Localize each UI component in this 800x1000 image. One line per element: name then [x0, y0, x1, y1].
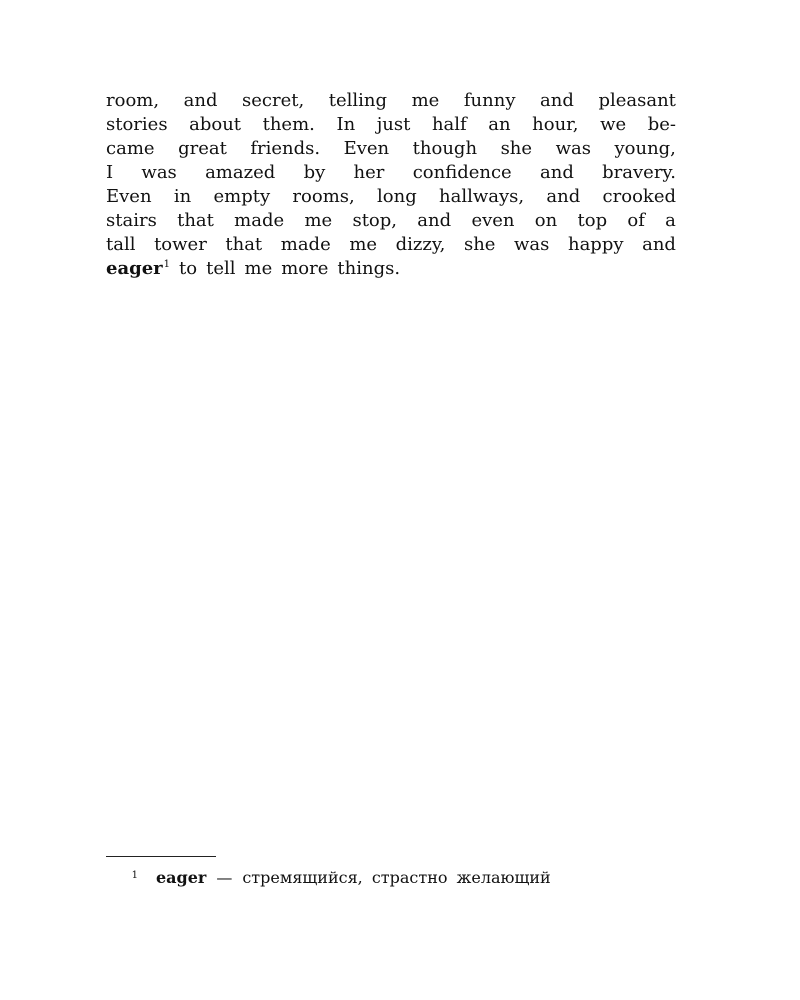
word: she: [500, 138, 533, 159]
word: bravery.: [602, 162, 676, 183]
word: friends.: [250, 138, 321, 159]
word: a: [665, 210, 676, 231]
footnote-divider: [106, 856, 216, 857]
word: young,: [614, 138, 676, 159]
word: and: [540, 162, 574, 183]
text-line-last: [106, 257, 676, 281]
word: made: [280, 234, 331, 255]
text-line: [106, 185, 676, 209]
word: an: [488, 114, 511, 135]
word: just: [376, 114, 411, 135]
footnote-reference[interactable]: 1: [163, 259, 171, 270]
word: was: [514, 234, 550, 255]
word: even: [471, 210, 515, 231]
word: me: [349, 234, 378, 255]
word: tall: [106, 234, 136, 255]
word: was: [141, 162, 177, 183]
word: was: [555, 138, 591, 159]
word: and: [417, 210, 452, 231]
word: in: [173, 186, 192, 207]
word: she: [463, 234, 496, 255]
footnote-definition: стремящийся, страстно желающий: [242, 868, 551, 887]
text-line: [106, 161, 676, 185]
word: pleasant: [598, 90, 676, 111]
footnote: [106, 864, 666, 890]
word: things.: [337, 258, 401, 279]
text-line: [106, 209, 676, 233]
word: me: [244, 258, 273, 279]
word: rooms,: [292, 186, 355, 207]
word: hallways,: [439, 186, 525, 207]
word: great: [178, 138, 227, 159]
footnote-term: eager: [156, 868, 207, 887]
word: stairs: [106, 210, 157, 231]
word: In: [336, 114, 356, 135]
word: made: [234, 210, 285, 231]
body-text: [106, 89, 676, 281]
word: I: [106, 162, 114, 183]
word: secret,: [242, 90, 305, 111]
word: stop,: [352, 210, 398, 231]
footnote-dash: —: [216, 868, 233, 887]
word: on: [534, 210, 558, 231]
word: though: [412, 138, 478, 159]
word: funny: [463, 90, 516, 111]
word: came: [106, 138, 155, 159]
word: dizzy,: [395, 234, 446, 255]
bold-term: eager: [106, 258, 163, 279]
word: telling: [328, 90, 388, 111]
word: tell: [206, 258, 236, 279]
word: half: [431, 114, 467, 135]
word: and: [183, 90, 218, 111]
word: crooked: [602, 186, 676, 207]
word: them.: [262, 114, 315, 135]
footnote-number: 1: [131, 870, 138, 881]
word: Even: [343, 138, 390, 159]
word: amazed: [205, 162, 276, 183]
text-line: [106, 137, 676, 161]
word: and: [642, 234, 676, 255]
text-line: [106, 89, 676, 113]
word: and: [546, 186, 581, 207]
word: top: [577, 210, 608, 231]
word: tower: [154, 234, 207, 255]
word: confidence: [412, 162, 512, 183]
word: by: [303, 162, 326, 183]
glossed-word: [106, 257, 170, 281]
word: that: [177, 210, 214, 231]
word: me: [304, 210, 333, 231]
word: room,: [106, 90, 160, 111]
word: we: [600, 114, 627, 135]
word: more: [281, 258, 329, 279]
word: stories: [106, 114, 168, 135]
text-line: [106, 113, 676, 137]
word: about: [189, 114, 242, 135]
word: empty: [213, 186, 271, 207]
word: be-: [647, 114, 676, 135]
word: me: [411, 90, 440, 111]
text-line: [106, 233, 676, 257]
word: and: [540, 90, 574, 111]
word: her: [353, 162, 385, 183]
word: happy: [567, 234, 624, 255]
word: that: [225, 234, 263, 255]
word: hour,: [532, 114, 579, 135]
word: of: [627, 210, 645, 231]
word: to: [179, 258, 198, 279]
word: long: [377, 186, 417, 207]
word: Even: [106, 186, 152, 207]
